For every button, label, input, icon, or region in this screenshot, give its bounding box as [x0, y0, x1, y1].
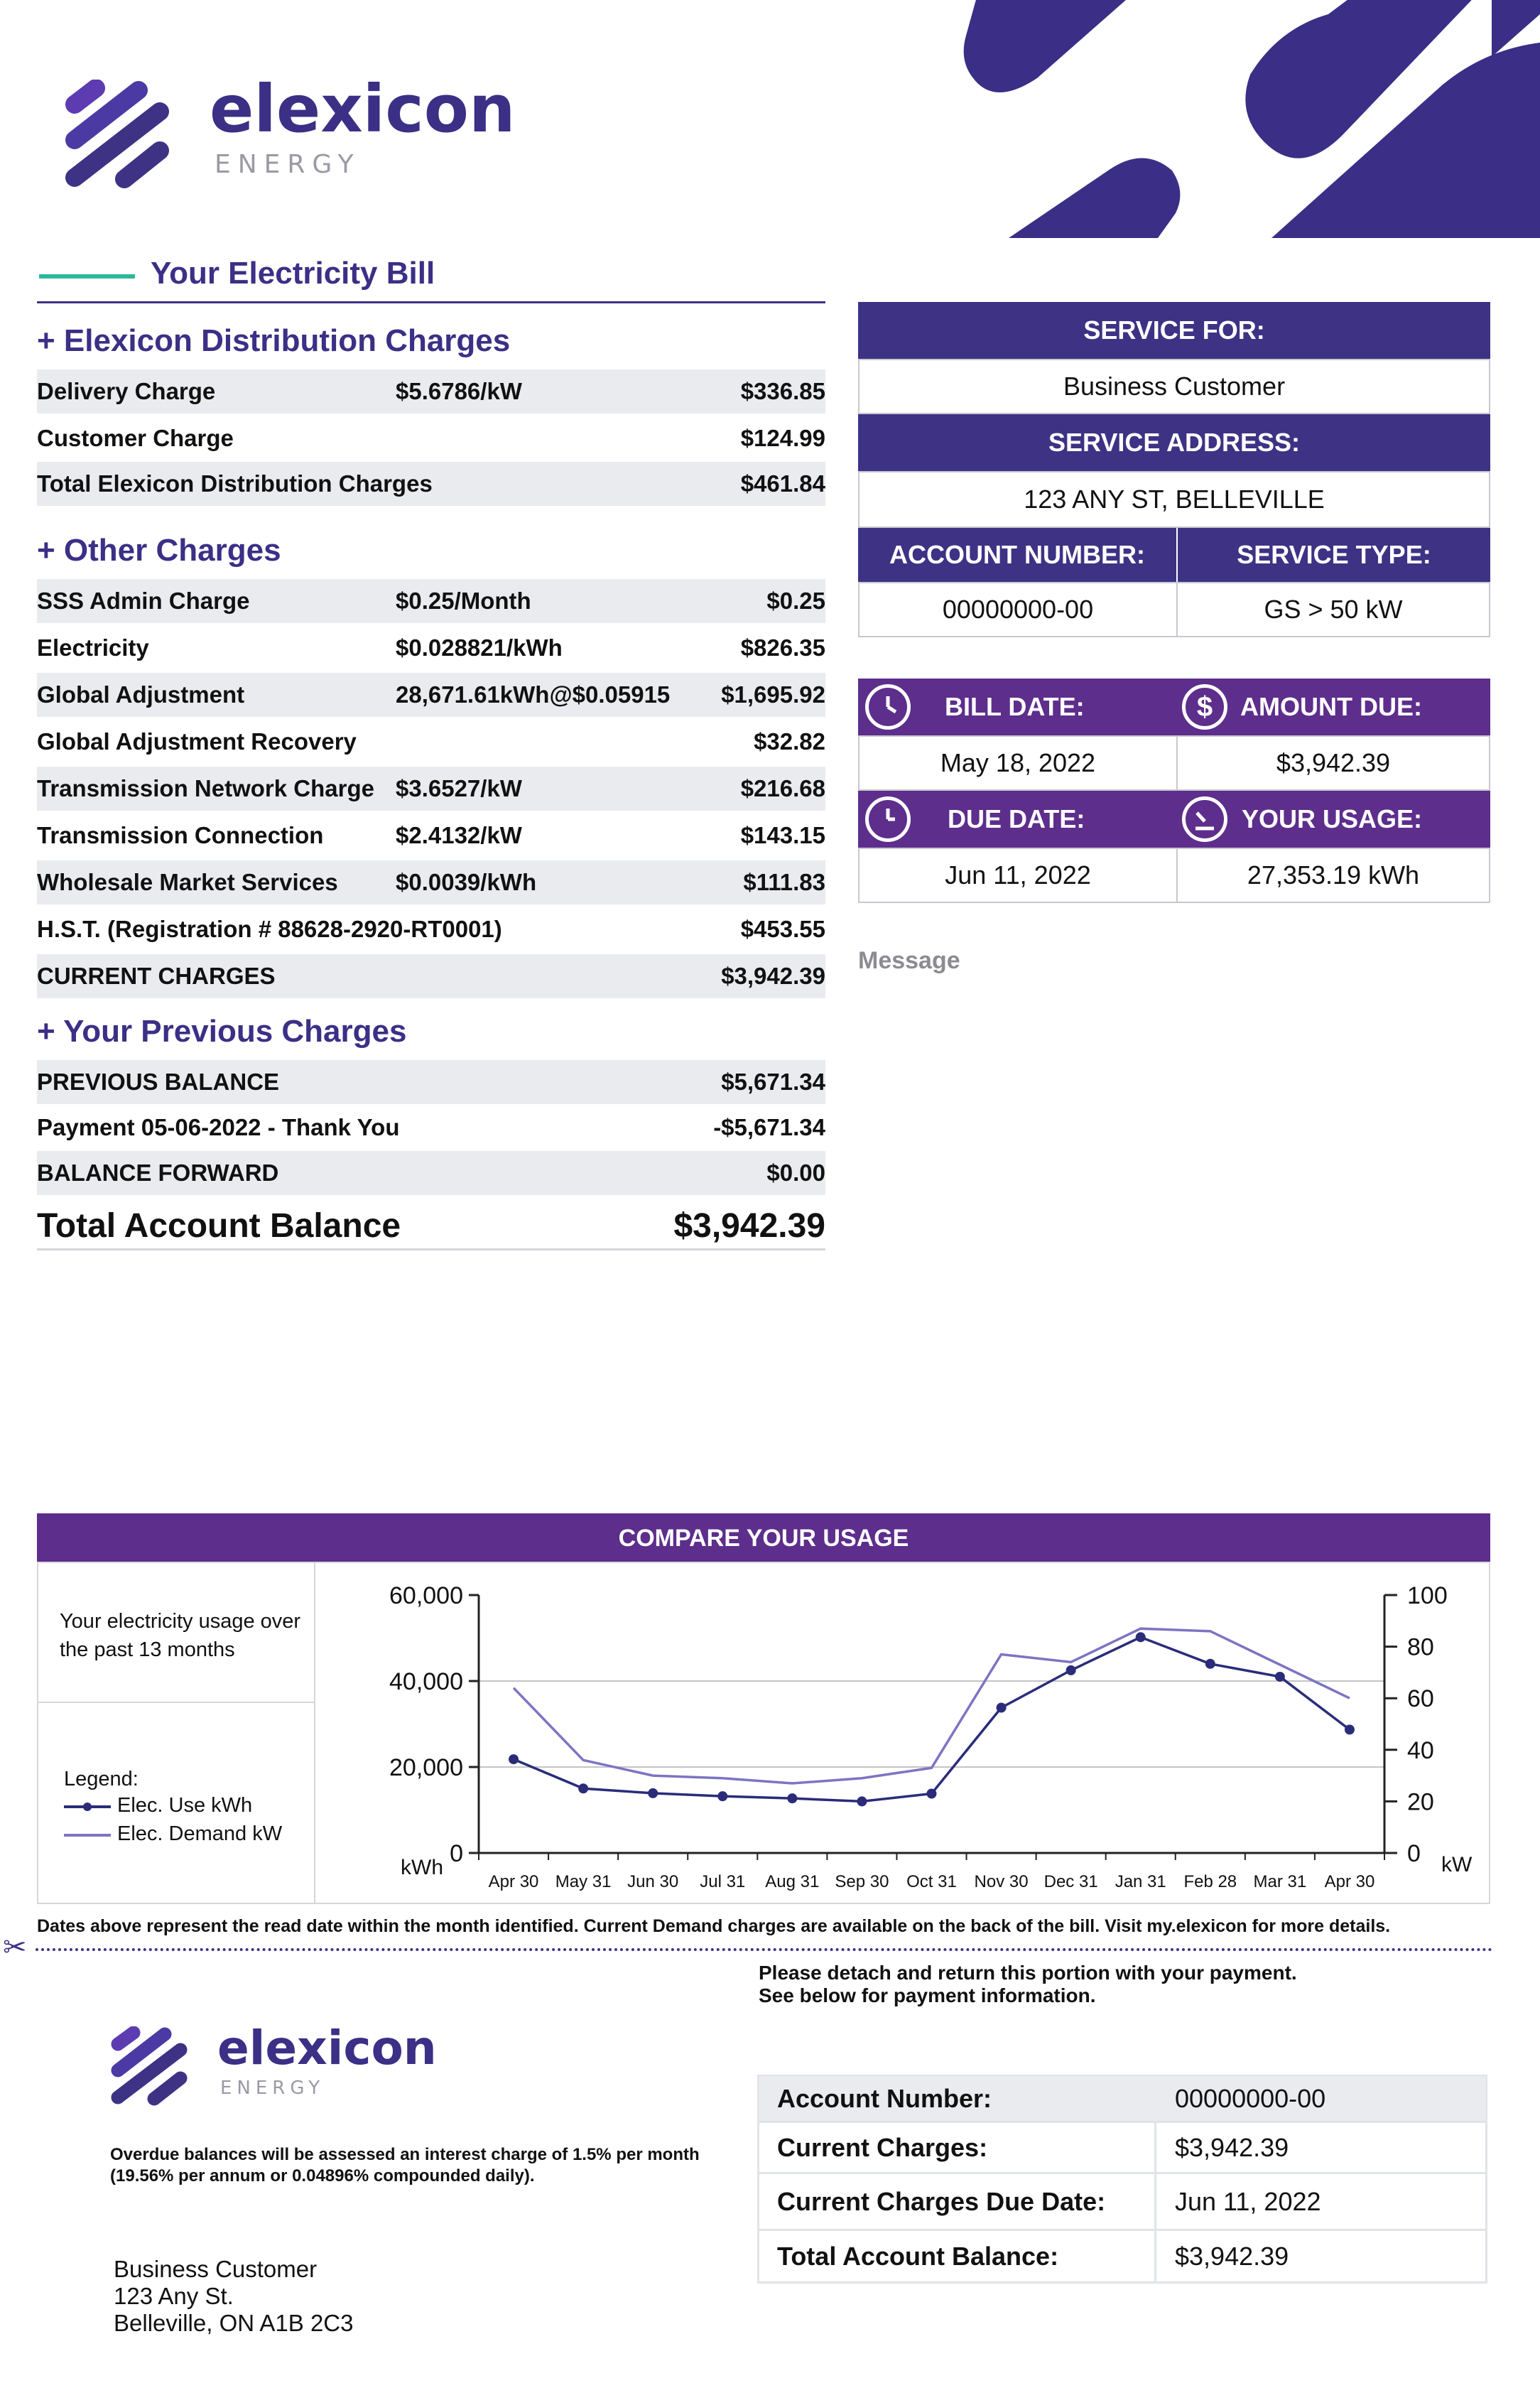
- data-point-use: [1275, 1672, 1285, 1682]
- due-date-value: Jun 11, 2022: [858, 848, 1178, 903]
- amount-due-value: $3,942.39: [1176, 735, 1490, 791]
- charge-row: Wholesale Market Services $0.0039/kWh $111.83: [37, 860, 825, 904]
- x-tick-label: Jun 30: [627, 1872, 679, 1891]
- service-for-value: Business Customer: [858, 359, 1490, 414]
- usage-value: 27,353.19 kWh: [1176, 848, 1490, 903]
- y-tick-label-right: 0: [1407, 1840, 1421, 1867]
- payment-row: Account Number: 00000000-00: [759, 2076, 1486, 2123]
- scissors-icon: ✂: [3, 1932, 27, 1963]
- data-point-use: [578, 1783, 588, 1793]
- stub-brand-name: elexicon: [217, 2021, 437, 2075]
- detach-line: [36, 1948, 1493, 1951]
- chart-footnote: Dates above represent the read date within the month identified. Current Demand charges are available on the back of the bill. Visit my.elexicon for more details.: [37, 1916, 1391, 1936]
- previous-charges-title: + Your Previous Charges: [37, 1014, 407, 1049]
- data-point-use: [927, 1789, 937, 1799]
- legend-demand-label: Elec. Demand kW: [117, 1822, 283, 1845]
- service-address-value: 123 ANY ST, BELLEVILLE: [858, 471, 1490, 528]
- payment-row: Total Account Balance: $3,942.39: [777, 2242, 1289, 2271]
- x-tick-label: Aug 31: [765, 1872, 820, 1891]
- clock-icon: [865, 684, 911, 730]
- legend-title: Legend:: [64, 1768, 139, 1790]
- data-point-use: [857, 1796, 867, 1806]
- bill-date-value: May 18, 2022: [858, 735, 1178, 791]
- stub-logo: [110, 2026, 188, 2112]
- charge-row: Delivery Charge $5.6786/kW $336.85: [37, 369, 825, 414]
- stub-brand-sub: ENERGY: [220, 2077, 325, 2099]
- data-point-use: [1345, 1724, 1355, 1734]
- total-underline: [37, 1248, 825, 1250]
- x-tick-label: Sep 30: [835, 1872, 889, 1891]
- logo: [64, 80, 170, 197]
- due-date-label: DUE DATE:: [948, 804, 1085, 833]
- bill-title: Your Electricity Bill: [151, 256, 435, 291]
- x-tick-label: Apr 30: [488, 1872, 539, 1891]
- account-number-header: ACCOUNT NUMBER:: [858, 528, 1176, 582]
- current-charges-row: CURRENT CHARGES $3,942.39: [37, 954, 825, 998]
- calendar-clock-icon: [865, 796, 911, 842]
- previous-row: BALANCE FORWARD $0.00: [37, 1151, 825, 1195]
- x-tick-label: Dec 31: [1043, 1872, 1098, 1891]
- other-charges-title: + Other Charges: [37, 533, 281, 568]
- series-line-use: [514, 1637, 1350, 1801]
- y-tick-label-left: 40,000: [389, 1668, 463, 1695]
- y-axis-label-right: kW: [1441, 1853, 1473, 1876]
- dollar-icon: $: [1182, 684, 1227, 730]
- x-tick-label: Oct 31: [906, 1872, 957, 1891]
- legend-use-swatch: [63, 1800, 112, 1814]
- payment-row: Current Charges Due Date: Jun 11, 2022: [759, 2174, 1486, 2231]
- stub-logo-mark-icon: [110, 2026, 188, 2109]
- usage-panel-hdivider: [37, 1702, 315, 1703]
- title-accent-line: [39, 274, 135, 279]
- header-stripes-graphic: [945, 0, 1540, 238]
- charge-row: H.S.T. (Registration # 88628-2920-RT0001) $453.55: [37, 916, 825, 942]
- y-tick-label-left: 60,000: [389, 1582, 463, 1609]
- compare-usage-header: COMPARE YOUR USAGE: [37, 1513, 1490, 1563]
- data-point-use: [717, 1791, 727, 1801]
- service-address-header: SERVICE ADDRESS:: [858, 414, 1490, 471]
- y-tick-label-right: 20: [1407, 1788, 1434, 1816]
- y-tick-label-right: 60: [1407, 1685, 1434, 1713]
- charge-row: Customer Charge $124.99: [37, 425, 825, 451]
- previous-row: Payment 05-06-2022 - Thank You -$5,671.34: [37, 1114, 825, 1140]
- gauge-icon: [1182, 796, 1227, 842]
- x-tick-label: Jan 31: [1115, 1872, 1166, 1891]
- x-tick-label: Feb 28: [1183, 1872, 1237, 1891]
- x-tick-label: Jul 31: [700, 1872, 746, 1891]
- account-number-value: 00000000-00: [858, 582, 1178, 637]
- usage-label: YOUR USAGE:: [1242, 804, 1423, 833]
- y-tick-label-right: 40: [1407, 1736, 1434, 1764]
- charge-row: Electricity $0.028821/kWh $826.35: [37, 634, 825, 661]
- overdue-notice: Overdue balances will be assessed an interest charge of 1.5% per month (19.56% per annum or 0.04896% compounded daily).: [110, 2145, 700, 2185]
- charge-row: Global Adjustment Recovery $32.82: [37, 728, 825, 755]
- x-tick-label: Apr 30: [1324, 1872, 1375, 1891]
- title-underline: [37, 301, 825, 303]
- x-tick-label: Nov 30: [974, 1872, 1029, 1891]
- usage-description: Your electricity usage over the past 13 months: [60, 1610, 301, 1661]
- data-point-use: [1136, 1632, 1146, 1642]
- logo-mark-icon: [64, 80, 170, 193]
- x-tick-label: May 31: [555, 1872, 612, 1891]
- y-tick-label-right: 80: [1407, 1633, 1434, 1661]
- data-point-use: [509, 1754, 519, 1764]
- mailing-address: Business Customer 123 Any St. Belleville, ON A1B 2C3: [114, 2256, 354, 2336]
- data-point-use: [1205, 1659, 1215, 1669]
- payment-row: Current Charges: $3,942.39: [759, 2123, 1486, 2174]
- brand-name: elexicon: [210, 71, 516, 147]
- detach-instructions: Please detach and return this portion with your payment. See below for payment information.: [759, 1962, 1297, 2006]
- total-balance-value: $3,942.39: [673, 1207, 825, 1245]
- y-axis-label-left: kWh: [401, 1856, 443, 1879]
- service-type-value: GS > 50 kW: [1176, 582, 1490, 637]
- data-point-use: [787, 1793, 797, 1803]
- message-label: Message: [858, 947, 960, 974]
- charge-row: Transmission Connection $2.4132/kW $143.15: [37, 822, 825, 848]
- x-tick-label: Mar 31: [1253, 1872, 1307, 1891]
- bill-date-label: BILL DATE:: [945, 692, 1085, 721]
- usage-chart: [315, 1563, 1487, 1903]
- service-type-header: SERVICE TYPE:: [1178, 528, 1490, 582]
- brand-sub: ENERGY: [215, 150, 361, 179]
- y-tick-label-left: 20,000: [389, 1754, 463, 1781]
- series-line-demand: [514, 1628, 1350, 1783]
- data-point-use: [997, 1703, 1007, 1713]
- charge-row: Transmission Network Charge $3.6527/kW $216.68: [37, 767, 825, 811]
- y-tick-label-right: 100: [1407, 1582, 1448, 1609]
- distribution-title: + Elexicon Distribution Charges: [37, 323, 511, 358]
- charge-row: Global Adjustment 28,671.61kWh@$0.05915 $1,695.92: [37, 673, 825, 717]
- service-for-header: SERVICE FOR:: [858, 302, 1490, 359]
- charge-row: Total Elexicon Distribution Charges $461.84: [37, 462, 825, 506]
- legend-use-label: Elec. Use kWh: [117, 1794, 253, 1817]
- charge-row: SSS Admin Charge $0.25/Month $0.25: [37, 579, 825, 623]
- previous-row: PREVIOUS BALANCE $5,671.34: [37, 1060, 825, 1104]
- amount-due-label: AMOUNT DUE:: [1240, 692, 1422, 721]
- data-point-use: [648, 1788, 658, 1798]
- y-tick-label-left: 0: [450, 1840, 463, 1867]
- total-balance-label: Total Account Balance: [37, 1207, 401, 1245]
- data-point-use: [1066, 1665, 1076, 1675]
- legend-demand-swatch: [63, 1828, 112, 1842]
